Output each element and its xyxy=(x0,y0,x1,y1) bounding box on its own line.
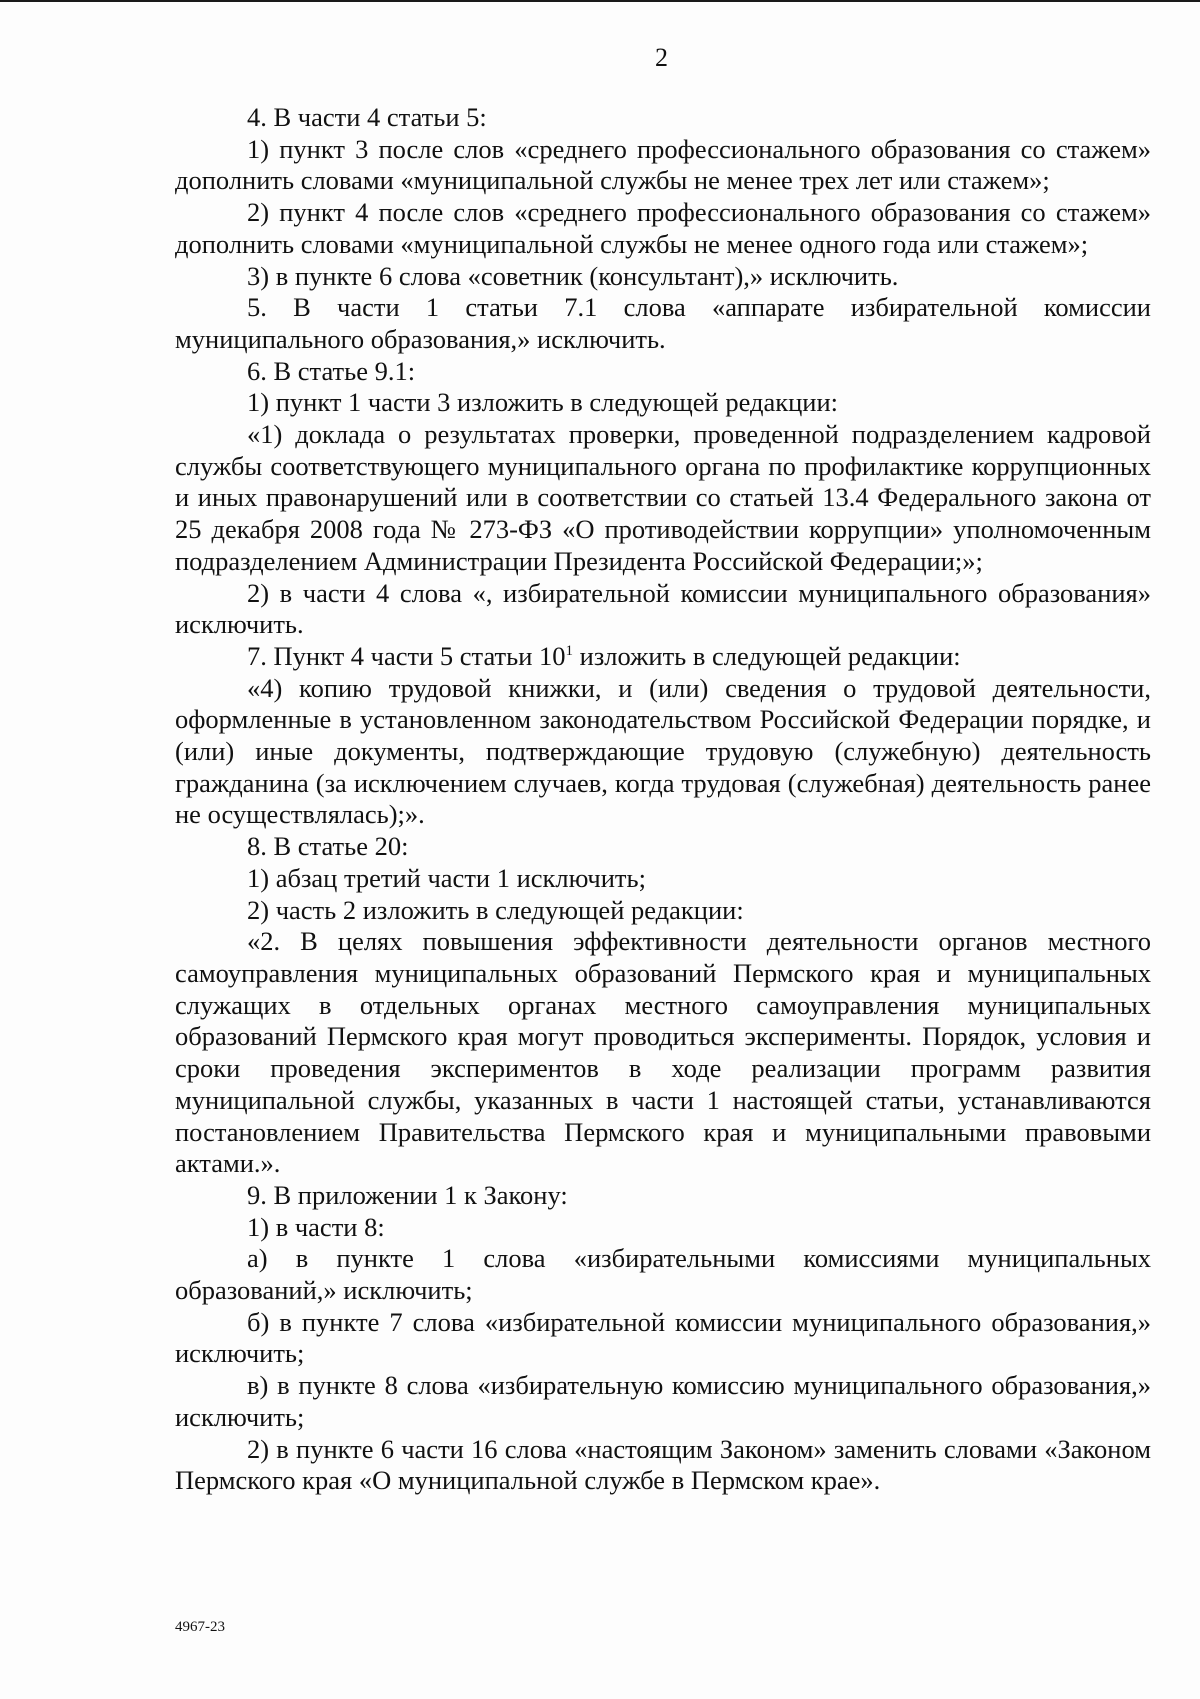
paragraph-quote-workbook: «4) копию трудовой книжки, и (или) сведения о трудовой деятельности, оформленные в установленном законодательством Российской Федерации порядке, и (или) иные документы, подтверждающие трудовую (служебную) деятельность гражданина (за исключением случаев, когда трудовая (служебная) деятельность ранее не осуществлялась);». xyxy=(175,672,1151,830)
paragraph-subitem-4-3: 3) в пункте 6 слова «советник (консультант),» исключить. xyxy=(247,260,899,291)
item-7-text-after: изложить в следующей редакции: xyxy=(573,640,961,671)
paragraph-item-6: 6. В статье 9.1: xyxy=(247,355,416,386)
paragraph-subitem-4-1: 1) пункт 3 после слов «среднего профессионального образования со стажем» дополнить словами «муниципальной службы не менее трех лет или стажем»; xyxy=(175,133,1151,196)
paragraph-subitem-9-1-b: б) в пункте 7 слова «избирательной комиссии муниципального образования,» исключить; xyxy=(175,1306,1151,1369)
scan-top-border xyxy=(0,0,1200,2)
paragraph-subitem-8-1: 1) абзац третий части 1 исключить; xyxy=(247,862,646,893)
paragraph-subitem-8-2: 2) часть 2 изложить в следующей редакции: xyxy=(247,894,744,925)
paragraph-item-7 xyxy=(175,641,1151,673)
paragraph-item-5: 5. В части 1 статьи 7.1 слова «аппарате избирательной комиссии муниципального образования,» исключить. xyxy=(175,292,1151,354)
paragraph-subitem-9-1-v: в) в пункте 8 слова «избирательную комиссию муниципального образования,» исключить; xyxy=(175,1370,1151,1432)
item-7-superscript: 1 xyxy=(565,643,574,660)
paragraph-subitem-9-2: 2) в пункте 6 части 16 слова «настоящим Законом» заменить словами «Законом Пермского края «О муниципальной службе в Пермском крае». xyxy=(175,1433,1151,1496)
paragraph-item-8: 8. В статье 20: xyxy=(247,831,409,862)
page-number: 2 xyxy=(655,43,668,72)
item-7-text-before: 7. Пункт 4 части 5 статьи 10 xyxy=(247,640,566,671)
paragraph-item-4: 4. В части 4 статьи 5: xyxy=(247,102,487,132)
document-body xyxy=(175,102,1151,1497)
paragraph-subitem-9-1: 1) в части 8: xyxy=(247,1211,385,1242)
paragraph-subitem-6-1: 1) пункт 1 части 3 изложить в следующей редакции: xyxy=(247,387,839,418)
paragraph-subitem-6-2: 2) в части 4 слова «, избирательной комиссии муниципального образования» исключить. xyxy=(175,577,1151,640)
paragraph-item-9: 9. В приложении 1 к Закону: xyxy=(247,1179,568,1210)
paragraph-quote-experiments: «2. В целях повышения эффективности деятельности органов местного самоуправления муниципальных образований Пермского края и муниципальных служащих в отдельных органах местного самоуправления муниципальных образований Пермского края могут проводиться эксперименты. Порядок, условия и сроки проведения экспериментов в ходе реализации программ развития муниципальной службы, указанных в части 1 настоящей статьи, устанавливаются постановлением Правительства Пермского края и муниципальными правовыми актами.». xyxy=(175,926,1151,1179)
document-code: 4967-23 xyxy=(175,1619,225,1635)
paragraph-quote-report: «1) доклада о результатах проверки, проведенной подразделением кадровой службы соответствующего муниципального органа по профилактике коррупционных и иных правонарушений или в соответствии со статьей 13.4 Федерального закона от 25 декабря 2008 года № 273-ФЗ «О противодействии коррупции» уполномоченным подразделением Администрации Президента Российской Федерации;»; xyxy=(175,419,1151,576)
paragraph-subitem-9-1-a: а) в пункте 1 слова «избирательными комиссиями муниципальных образований,» исключить; xyxy=(175,1243,1151,1306)
paragraph-subitem-4-2: 2) пункт 4 после слов «среднего профессионального образования со стажем» дополнить словами «муниципальной службы не менее одного года или стажем»; xyxy=(175,197,1151,259)
